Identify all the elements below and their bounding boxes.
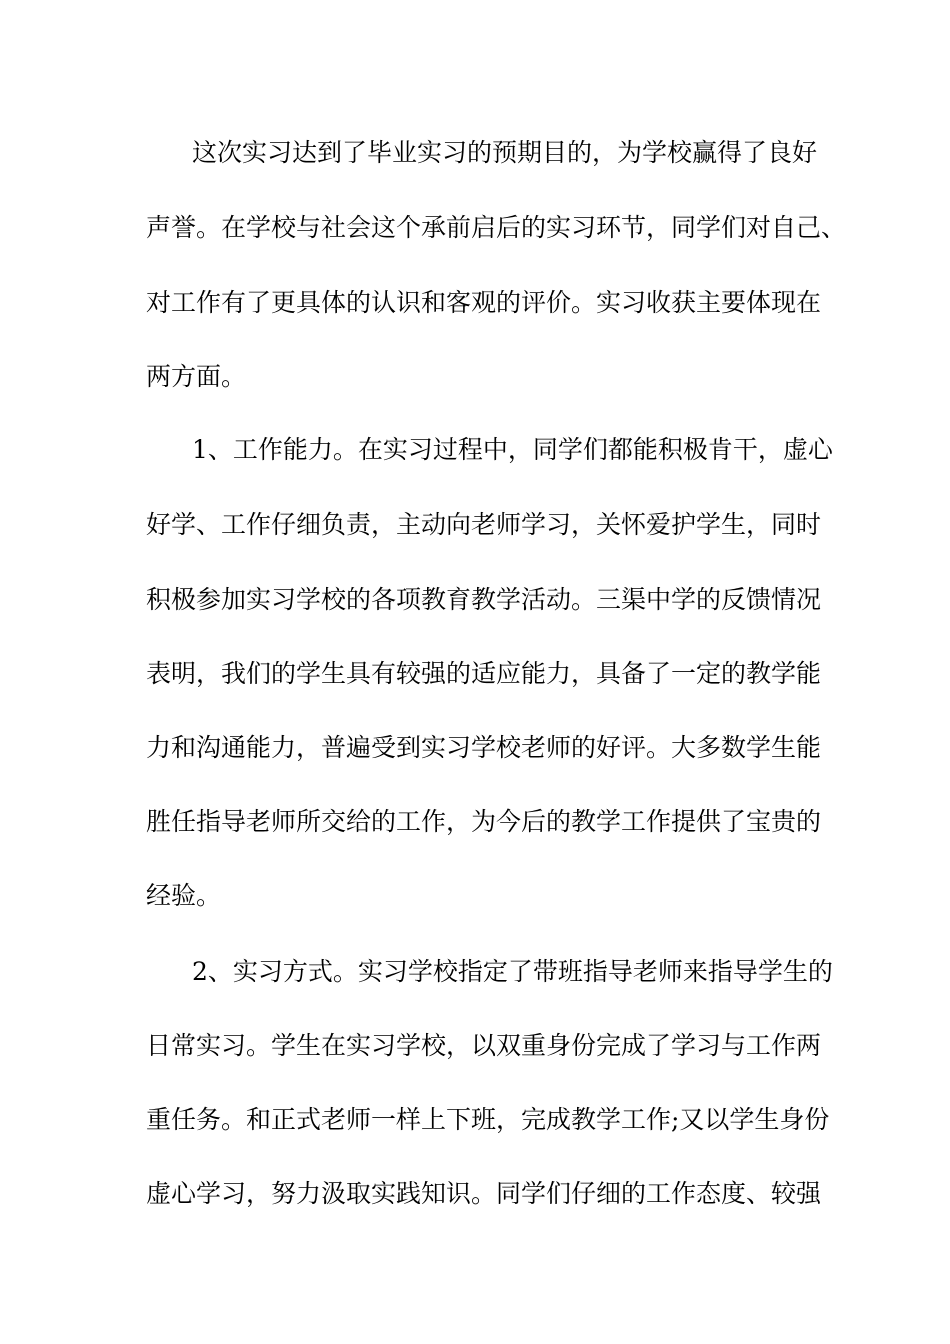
paragraph-3-line-2: 日常实习。学生在实习学校，以双重身份完成了学习与工作两 — [146, 1031, 822, 1060]
paragraph-2-line-7: 经验。 — [146, 881, 222, 910]
paragraph-1-line-2: 声誉。在学校与社会这个承前启后的实习环节，同学们对自己、 — [146, 213, 847, 242]
paragraph-1-line-3: 对工作有了更具体的认识和客观的评价。实习收获主要体现在 — [146, 288, 822, 317]
paragraph-2-line-4: 表明，我们的学生具有较强的适应能力，具备了一定的教学能 — [146, 659, 822, 688]
paragraph-2-line-6: 胜任指导老师所交给的工作，为今后的教学工作提供了宝贵的 — [146, 807, 822, 836]
paragraph-2-line-2: 好学、工作仔细负责，主动向老师学习，关怀爱护学生，同时 — [146, 510, 822, 539]
paragraph-2-line-5: 力和沟通能力，普遍受到实习学校老师的好评。大多数学生能 — [146, 733, 822, 762]
paragraph-2-line-3: 积极参加实习学校的各项教育教学活动。三渠中学的反馈情况 — [146, 585, 822, 614]
paragraph-3-line-4: 虚心学习，努力汲取实践知识。同学们仔细的工作态度、较强 — [146, 1179, 822, 1208]
paragraph-1-line-4: 两方面。 — [146, 362, 247, 391]
paragraph-3-line-3: 重任务。和正式老师一样上下班，完成教学工作;又以学生身份 — [146, 1105, 830, 1134]
paragraph-1-line-1: 这次实习达到了毕业实习的预期目的，为学校赢得了良好 — [192, 138, 818, 167]
paragraph-2-line-1: 1、工作能力。在实习过程中，同学们都能积极肯干，虚心 — [192, 435, 833, 464]
paragraph-3-line-1: 2、实习方式。实习学校指定了带班指导老师来指导学生的 — [192, 957, 833, 986]
